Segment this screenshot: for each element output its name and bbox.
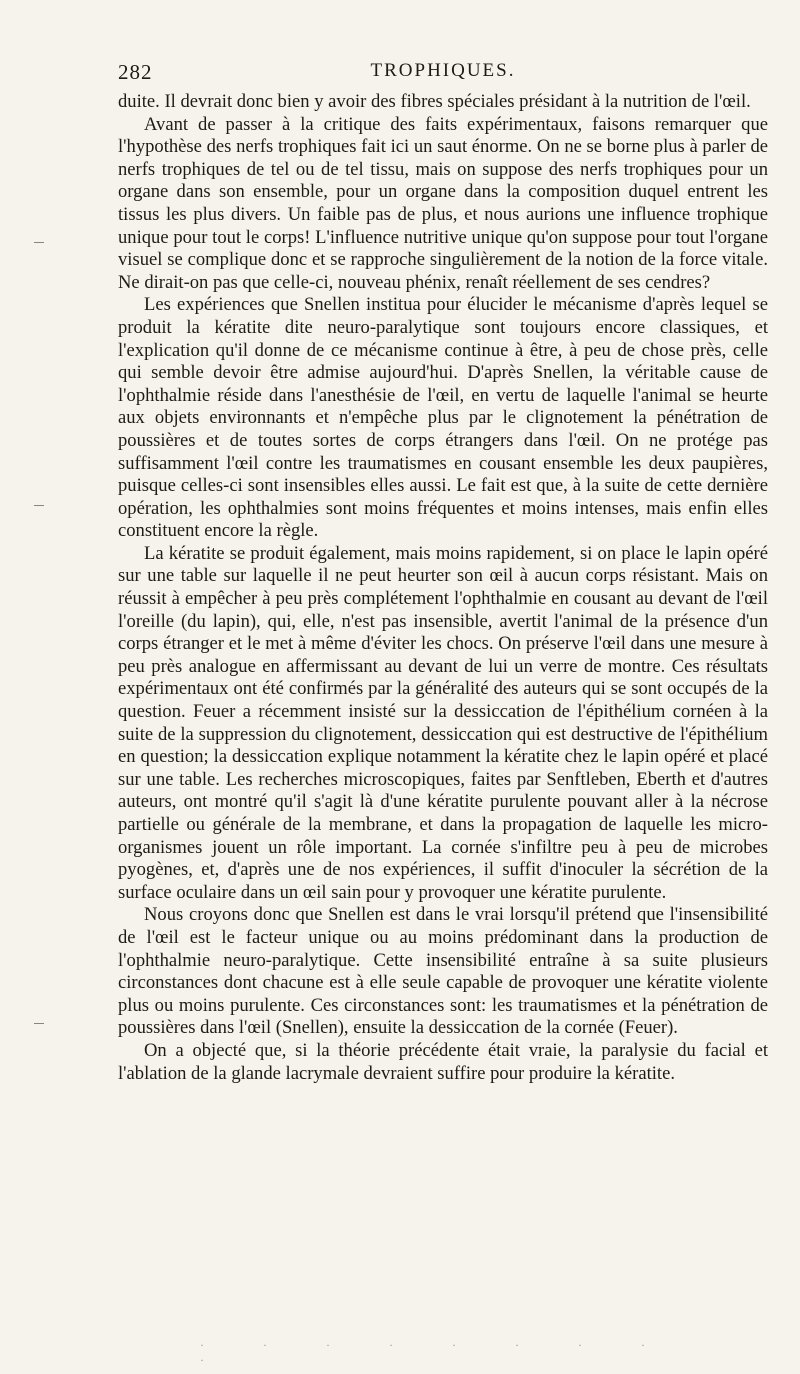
page-number: 282 <box>118 60 153 84</box>
page-header <box>118 60 768 90</box>
paragraph-snellen-conclusion: Nous croyons donc que Snellen est dans le vrai lorsqu'il prétend que l'insensibilité de l'œil est le facteur unique ou au moins prédominant dans la production de l'ophthalmie neuro-paralytique. Cette insensibilité entraîne à sa suite plusieurs circonstances dont chacune est à elle seule capable de provoquer une kératite violente plus ou moins purulente. Ces circonstances sont: les traumatismes et la pénétration de poussières dans l'œil (Snellen), ensuite la dessiccation de la cornée (Feuer). <box>118 904 768 1039</box>
scan-specks: · · · · · · · · · <box>200 1338 673 1367</box>
margin-tick-mark <box>34 242 44 243</box>
running-title: TROPHIQUES. <box>370 60 516 81</box>
paragraph-continuation: duite. Il devrait donc bien y avoir des fibres spéciales présidant à la nutrition de l'œil. <box>118 91 751 112</box>
paragraph-trophic-hypothesis: Avant de passer à la critique des faits expérimentaux, faisons remarquer que l'hypothèse des nerfs trophiques fait ici un saut énorme. On ne se borne plus à parler de nerfs trophiques de tel ou de tel tissu, mais on suppose des nerfs trophiques pour un organe dans son ensemble, pour un organe dans la composition duquel entrent les tissus les plus divers. Un faible pas de plus, et nous aurions une influence trophique unique pour tout le corps! L'influence nutritive unique qu'on suppose pour tout l'organe visuel se complique donc et se rapproche singulièrement de la notion de la force vitale. Ne dirait-on pas que celle-ci, nouveau phénix, renaît réellement de ses cendres? <box>118 113 768 293</box>
body-text <box>118 91 768 1085</box>
paragraph-objection: On a objecté que, si la théorie précédente était vraie, la paralysie du facial et l'ablation de la glande lacrymale devraient suffire pour produire la kératite. <box>118 1039 768 1084</box>
margin-tick-mark <box>34 1023 44 1024</box>
paragraph-keratitis-results: La kératite se produit également, mais moins rapidement, si on place le lapin opéré sur une table sur laquelle il ne peut heurter son œil à aucun corps résistant. Mais on réussit à empêcher à peu près complétement l'ophthalmie en cousant au devant de l'œil l'oreille (du lapin), qui, elle, n'est pas insensible, avertit l'animal de la présence d'un corps étranger et le met à même d'éviter les chocs. On préserve l'œil dans une mesure à peu près analogue en affermissant au devant de lui un verre de montre. Ces résultats expérimentaux ont été confirmés par la généralité des auteurs qui se sont occupés de la question. Feuer a récemment insisté sur la dessiccation de l'épithélium cornéen à la suite de la suppression du clignotement, dessiccation qui est destructive de l'épithélium en question; la dessiccation explique notamment la kératite chez le lapin opéré et placé sur une table. Les recherches microscopiques, faites par Senftleben, Eberth et d'autres auteurs, ont montré qu'il s'agit là d'une kératite purulente pouvant aller à la nécrose partielle ou générale de la membrane, et dans la propagation de laquelle les micro-organismes jouent un rôle important. La cornée s'infiltre peu à peu de microbes pyogènes, et, d'après une de nos expériences, il suffit d'inoculer la sécrétion de la surface oculaire dans un œil sain pour y provoquer une kératite purulente. <box>118 542 768 903</box>
margin-tick-mark <box>34 505 44 506</box>
paragraph-snellen-experiments: Les expériences que Snellen institua pour élucider le mécanisme d'après lequel se produit la kératite dite neuro-paralytique sont toujours encore classiques, et l'explication qu'il donne de ce mécanisme continue à être, à peu de chose près, celle qui semble devoir être admise aujourd'hui. D'après Snellen, la véritable cause de l'ophthalmie réside dans l'anesthésie de l'œil, en vertu de laquelle l'animal se heurte aux objets environnants et n'empêche plus par le clignotement la pénétration de poussières et de toutes sortes de corps étrangers dans l'œil. On ne protége pas suffisamment l'œil contre les traumatismes en cousant ensemble les deux paupières, puisque celles-ci sont insensibles elles aussi. Le fait est que, à la suite de cette dernière opération, les ophthalmies sont moins fréquentes et moins intenses, mais enfin elles constituent encore la règle. <box>118 294 768 542</box>
